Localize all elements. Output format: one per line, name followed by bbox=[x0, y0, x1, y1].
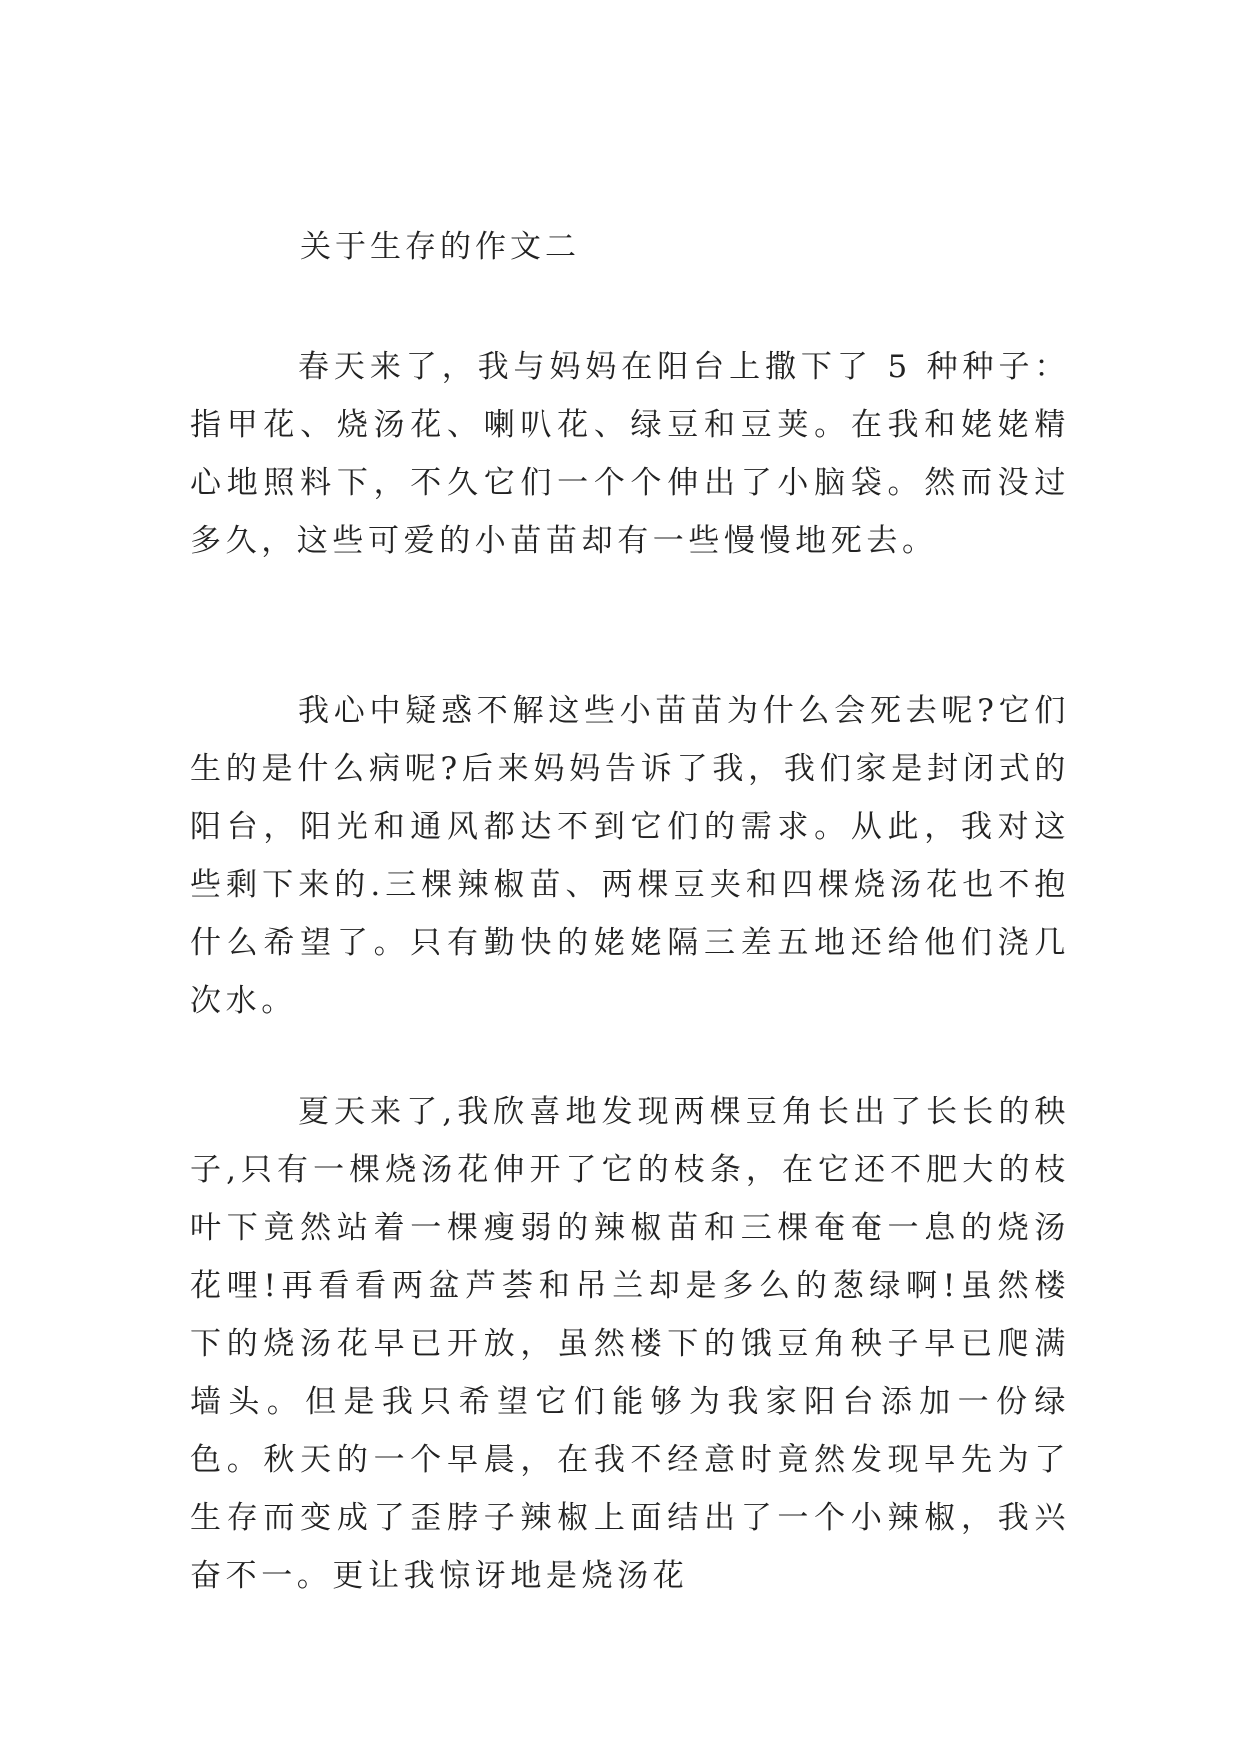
paragraph-spring: 春天来了，我与妈妈在阳台上撒下了 5 种种子：指甲花、烧汤花、喇叭花、绿豆和豆荚。在我和姥姥精心地照料下，不久它们一个个伸出了小脑袋。然而没过多久，这些可爱的小苗苗却有一些慢慢地死去。 bbox=[190, 349, 1070, 559]
paragraph-doubt: 我心中疑惑不解这些小苗苗为什么会死去呢?它们生的是什么病呢?后来妈妈告诉了我，我们家是封闭式的阳台，阳光和通风都达不到它们的需求。从此，我对这些剩下来的.三棵辣椒苗、两棵豆夹和四棵烧汤花也不抱什么希望了。只有勤快的姥姥隔三差五地还给他们浇几次水。 bbox=[190, 693, 1070, 1019]
paragraph-summer: 夏天来了,我欣喜地发现两棵豆角长出了长长的秧子,只有一棵烧汤花伸开了它的枝条，在它还不肥大的枝叶下竟然站着一棵瘦弱的辣椒苗和三棵奄奄一息的烧汤花哩!再看看两盆芦荟和吊兰却是多么的葱绿啊!虽然楼下的烧汤花早已开放，虽然楼下的饿豆角秧子早已爬满墙头。但是我只希望它们能够为我家阳台添加一份绿色。秋天的一个早晨，在我不经意时竟然发现早先为了生存而变成了歪脖子辣椒上面结出了一个小辣椒，我兴奋不一。更让我惊讶地是烧汤花 bbox=[190, 1094, 1070, 1594]
essay-title: 关于生存的作文二 bbox=[300, 229, 580, 265]
